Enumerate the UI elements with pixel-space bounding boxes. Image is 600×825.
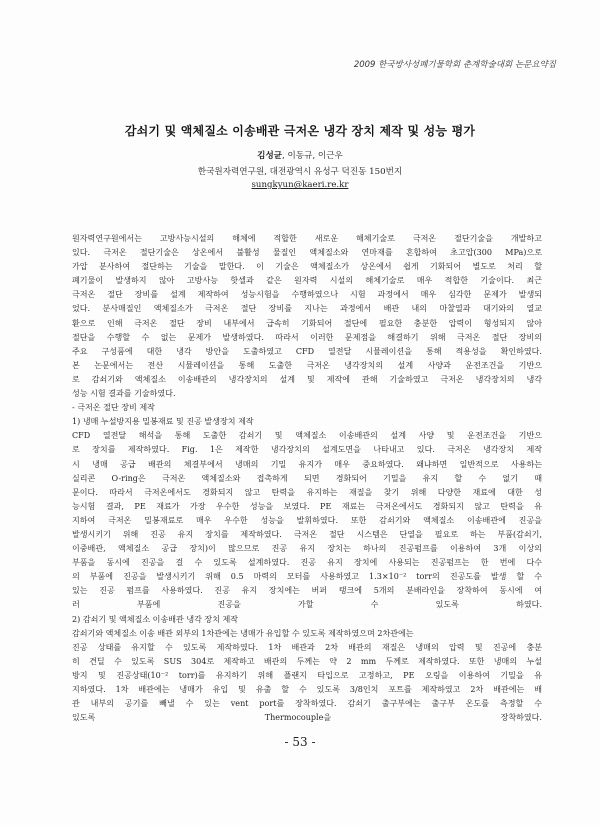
body-line: 원자력연구원에서는 고방사능시설의 해체에 적합한 새로운 해체기술로 극저온 절단기술을 개발하고 — [72, 234, 542, 243]
author-list — [0, 149, 600, 161]
page-number: - 53 - — [284, 735, 316, 749]
body-line: 극저온 절단 장비를 설계 제작하여 성능시험을 수행하였으나 시험 과정에서 매우 심각한 문제가 발생되 — [72, 290, 542, 300]
body-line: 었다. 분사매질인 액체질소가 극저온 절단 장비를 지나는 과정에서 배관 내의 마찰열과 대기와의 열교 — [72, 304, 542, 314]
body-line: 능시험 결과, PE 재료가 가장 우수한 성능을 보였다. PE 재료는 극저온에서도 경화되지 않고 탄력을 유 — [72, 501, 542, 511]
body-line: 진공 상태를 유지할 수 있도록 제작하였다. 1차 배관과 2차 배관의 재질은 냉매의 압력 및 진공에 충분 — [72, 642, 542, 652]
body-line: 지하여 극저온 밀봉재료로 매우 우수한 성능을 발휘하였다. 또한 감쇠기와 액체질소 이송배관에 진공을 — [72, 515, 542, 525]
abstract-body — [72, 232, 542, 725]
co-authors: , 이동규, 이근우 — [282, 151, 343, 161]
body-line: 로 장치를 제작하였다. Fig. 1은 제작한 냉각장치의 설계도면을 나타내고 있다. 극저온 냉각장치 제작 — [72, 445, 542, 455]
body-line: 환으로 인해 극저온 절단 장비 내부에서 급속히 기화되어 절단에 필요한 충분한 압력이 형성되지 않아 — [72, 318, 542, 328]
body-line: 1) 냉매 누설방지용 밀봉재료 및 진공 발생장치 제작 — [72, 417, 254, 427]
running-header: 2009 한국방사성폐기물학회 춘계학술대회 논문요약집 — [353, 60, 556, 70]
body-line: 부품을 동시에 진공을 걸 수 있도록 설계하였다. 진공 유지 장치에 사용되는 진공펌프는 한 번에 다수 — [72, 558, 542, 568]
main-author: 김성균 — [257, 151, 283, 161]
body-line: 러 부품에 진공을 가할 수 있도록 하였다. — [72, 600, 542, 610]
body-line: 관 내부의 공기를 빼낼 수 있는 vent port를 장착하였다. 감쇠기 출구부에는 출구부 온도를 측정할 수 — [72, 699, 542, 709]
body-line: 성능 시험 결과를 기술하였다. — [72, 389, 176, 399]
body-line: 지하였다. 1차 배관에는 냉매가 유입 및 유출 할 수 있도록 3/8인치 포트를 제작하였고 2차 배관에는 배 — [72, 685, 542, 694]
body-line: 시 냉매 공급 배관의 체결부에서 냉매의 기밀 유지가 매우 중요하였다. 왜냐하면 일반적으로 사용하는 — [72, 459, 542, 469]
body-line: 발생시키기 위해 진공 유지 장치를 제작하였다. 극저온 절단 시스템은 단열을 필요로 하는 부품(감쇠기, — [72, 529, 542, 539]
body-line: 가압 분사하여 절단하는 기술을 말한다. 이 기술은 액체질소가 상온에서 쉽게 기화되어 별도로 처리 할 — [72, 262, 542, 272]
body-line: 있도록 Thermocouple을 장착하였다. — [72, 713, 542, 723]
body-line: 로 감쇠기와 액체질소 이송배관의 냉각장치의 설계 및 제작에 관해 기술하였고 극저온 냉각장치의 냉각 — [72, 374, 542, 384]
email-link[interactable]: sungkyun@kaeri.re.kr — [251, 180, 349, 190]
body-line: 문이다. 따라서 극저온에서도 경화되지 않고 탄력을 유지하는 재질을 찾기 위해 다양한 재료에 대한 성 — [72, 487, 542, 497]
body-line: - 극저온 절단 장비 제작 — [72, 403, 155, 413]
body-line: 본 논문에서는 전산 시뮬레이션을 통해 도출한 극저온 냉각장치의 설계 사양과 운전조건을 기반으 — [72, 360, 542, 370]
body-line: 방지 및 진공상태(10⁻² torr)를 유지하기 위해 플랜지 타입으로 고정하고, PE 오링을 이용하여 기밀을 유 — [72, 670, 542, 680]
body-line: 히 견딜 수 있도록 SUS 304로 제작하고 배관의 두께는 약 2 mm 두께로 제작하였다. 또한 냉매의 누설 — [72, 656, 542, 666]
author-email — [0, 180, 600, 190]
body-line: 있다. 극저온 절단기술은 상온에서 불활성 물질인 액체질소와 연마재를 혼합하여 초고압(300 MPa)으로 — [72, 248, 542, 258]
body-line: 의 부품에 진공을 발생시키기 위해 0.5 마력의 모터를 사용하였고 1.3×10⁻² torr의 진공도를 발생 할 수 — [72, 572, 542, 582]
paper-title: 감쇠기 및 액체질소 이송배관 극저온 냉각 장치 제작 및 성능 평가 — [124, 124, 476, 138]
body-line: 감쇠기와 액체질소 이송 배관 외부의 1차관에는 냉매가 유입할 수 있도록 제작하였으며 2차관에는 — [72, 628, 414, 638]
body-line: 있는 진공 펌프를 사용하였다. 진공 유지 장치에는 버퍼 탱크에 5개의 분배라인을 장착하여 동시에 여 — [72, 586, 542, 596]
body-line: 절단을 수행할 수 없는 문제가 발생하였다. 따라서 이러한 문제점을 해결하기 위해 극저온 절단 장비의 — [72, 332, 542, 342]
affiliation: 한국원자력연구원, 대전광역시 유성구 덕진동 150번지 — [197, 167, 403, 177]
body-line: CFD 열전달 해석을 통해 도출한 감쇠기 및 액체질소 이송배관의 설계 사양 및 운전조건을 기반으 — [72, 431, 542, 441]
body-line: 이중배관, 액체질소 공급 장치)이 많으므로 진공 유지 장치는 하나의 진공펌프를 이용하여 3개 이상의 — [72, 544, 542, 554]
body-line: 주요 구성품에 대한 냉각 방안을 도출하였고 CFD 열전달 시뮬레이션을 통해 적용성을 확인하였다. — [72, 346, 542, 356]
body-line: 폐기물이 발생하지 않아 고방사능 핫셀과 같은 원자력 시설의 해체기술로 매우 적합한 기술이다. 최근 — [72, 276, 542, 286]
body-line: 2) 감쇠기 및 액체질소 이송배관 냉각 장치 제작 — [72, 614, 239, 624]
body-line: 실리콘 O-ring은 극저온 액체질소와 접촉하게 되면 경화되어 기밀을 유지 할 수 없기 때 — [72, 473, 542, 483]
